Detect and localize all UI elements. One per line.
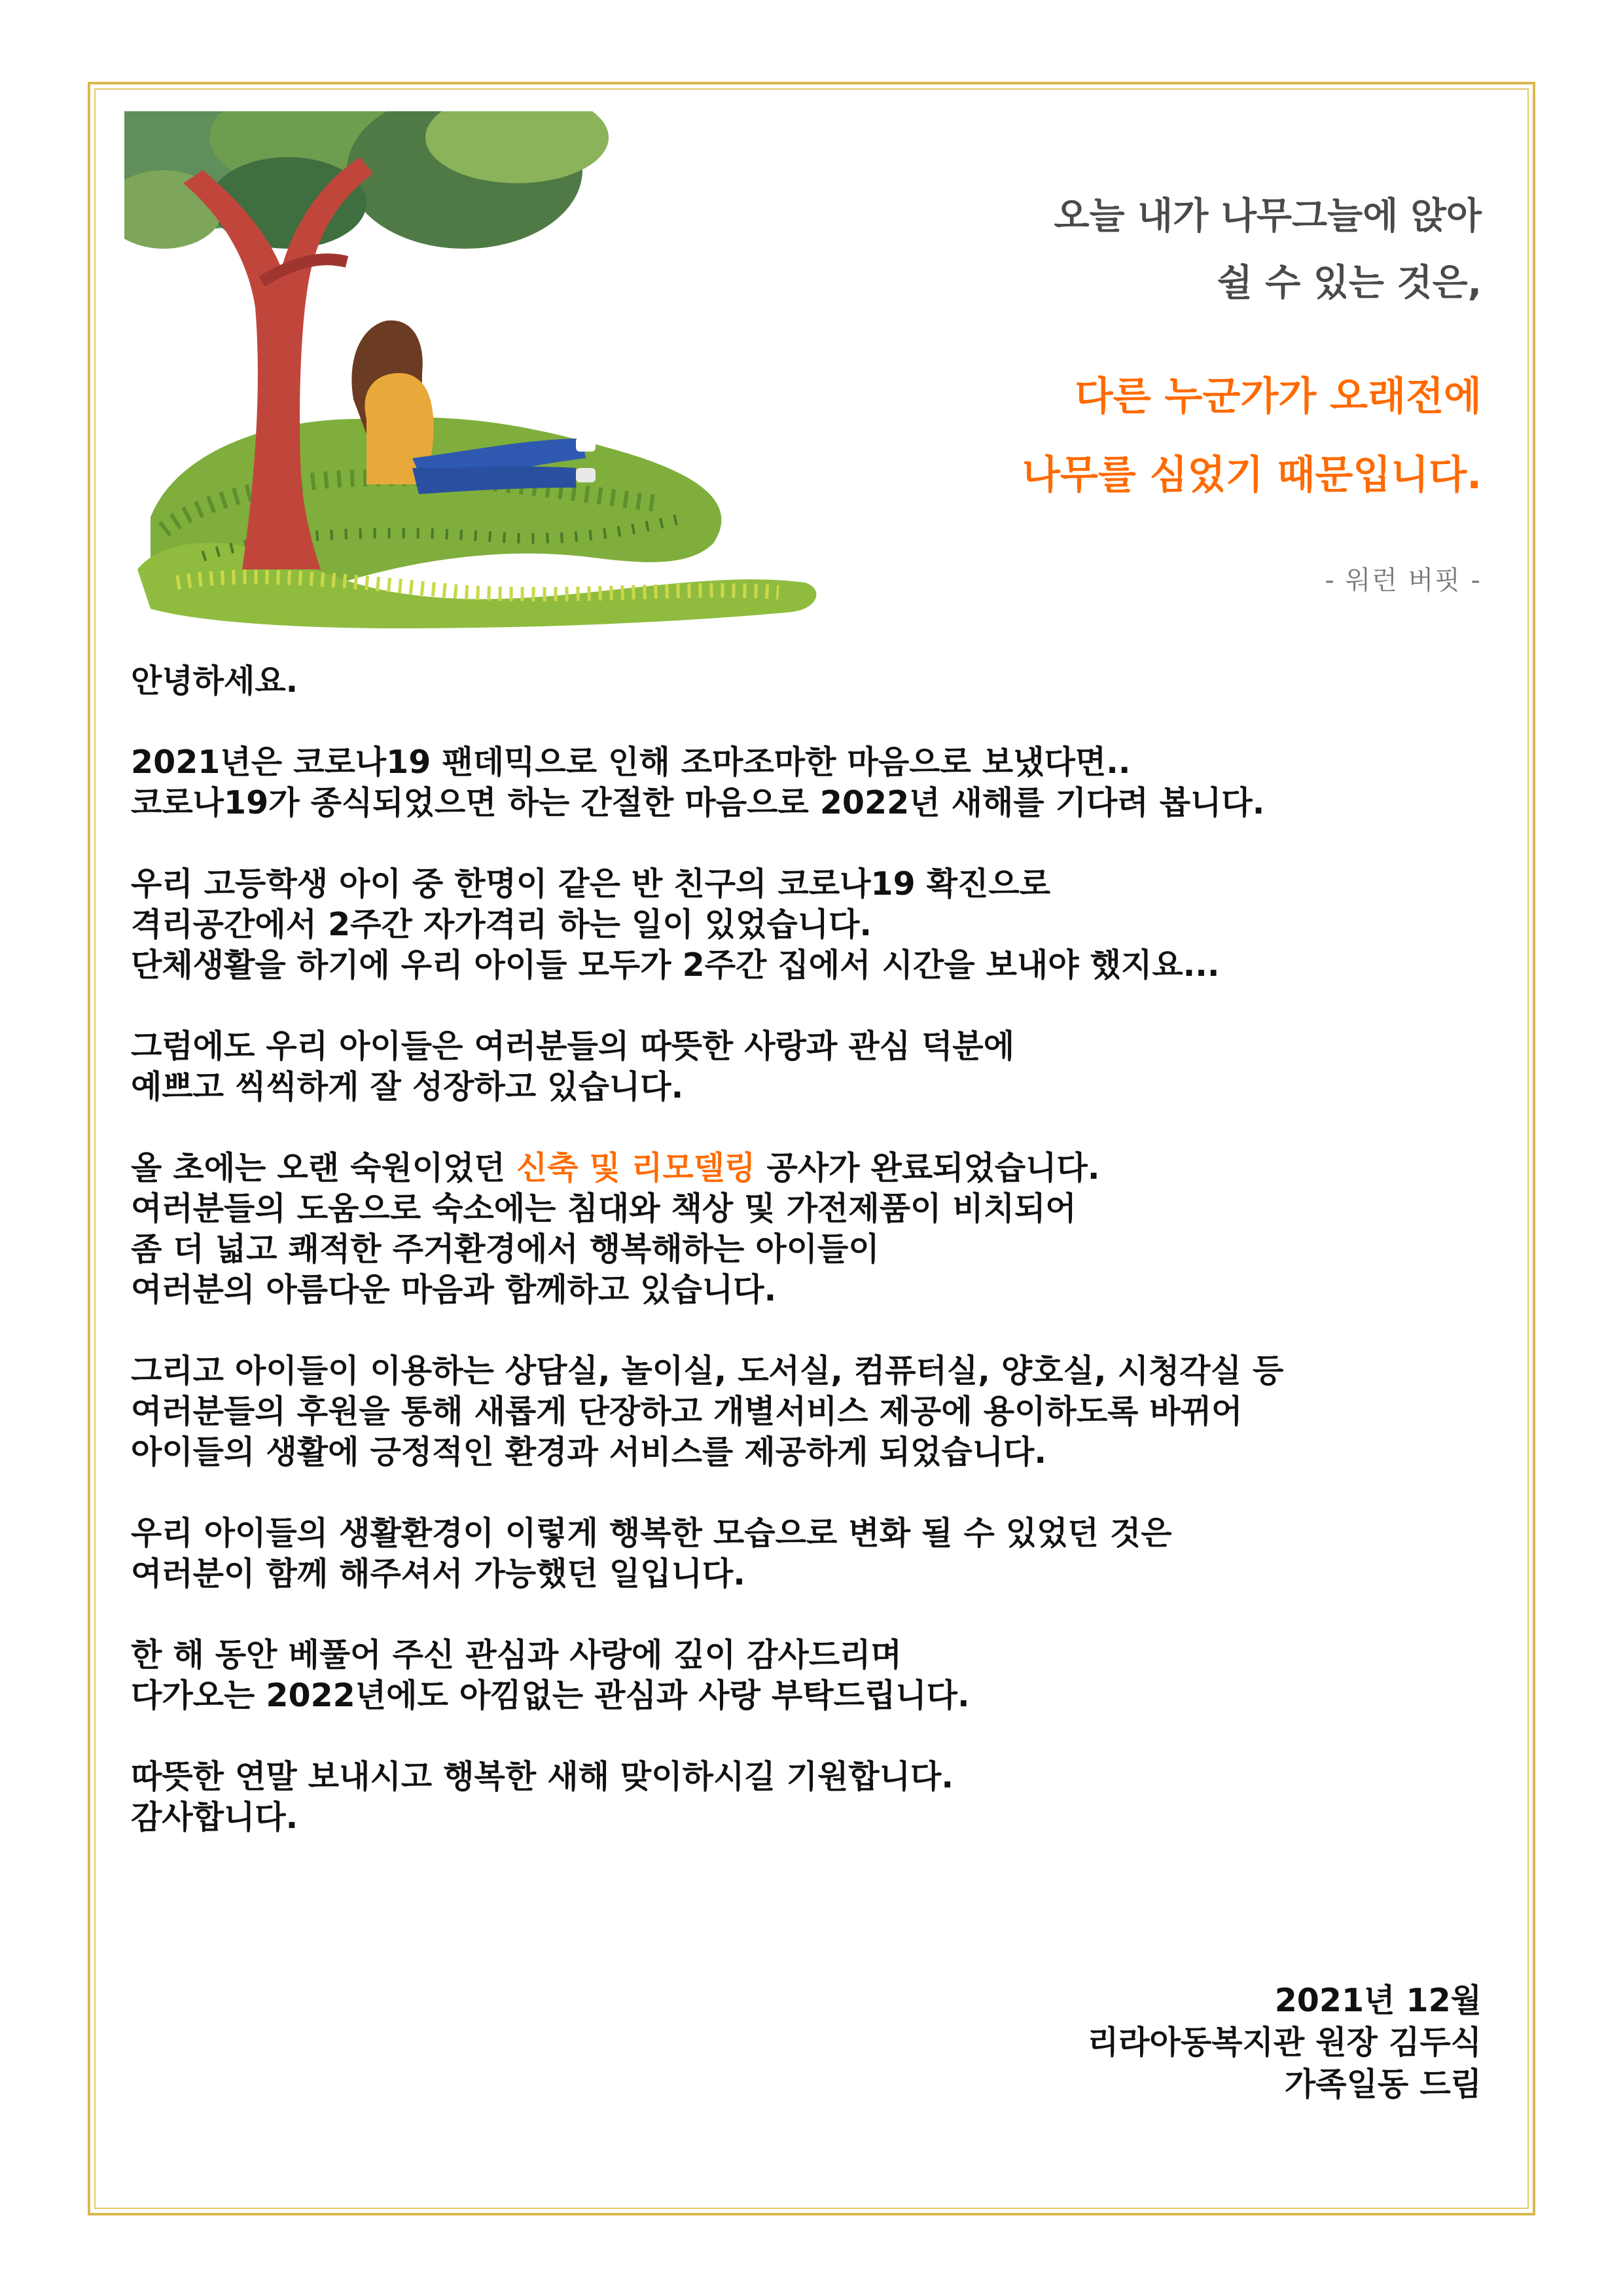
paragraph-2: 우리 고등학생 아이 중 한명이 같은 반 친구의 코로나19 확진으로 격리공간에서 2주간 자가격리 하는 일이 있었습니다. 단체생활을 하기에 우리 아이들 모두가 2주간 집에서 시간을 보내야 했지요...	[131, 865, 1220, 984]
quote-line-1: 오늘 내가 나무그늘에 앉아	[1054, 195, 1482, 238]
paragraph-6: 우리 아이들의 생활환경이 이렇게 행복한 모습으로 변화 될 수 있었던 것은 여러분이 함께 해주셔서 가능했던 일입니다.	[131, 1515, 1172, 1592]
signature-date: 2021년 12월	[1274, 1982, 1482, 2019]
signature-org: 리라아동복지관 원장 김두식	[1087, 2024, 1482, 2061]
paragraph-4: 올 초에는 오랜 숙원이었던 신축 및 리모델링 공사가 완료되었습니다. 여러분들의 도움으로 숙소에는 침대와 책상 및 가전제품이 비치되어 좀 더 넓고 쾌적한 주거환경에서 행복해하는 아이들이 여러분의 아름다운 마음과 함께하고 있습니다.	[131, 1148, 1505, 1310]
paragraph-8: 따뜻한 연말 보내시고 행복한 새해 맞이하시길 기원합니다. 감사합니다.	[131, 1758, 954, 1836]
quote-block	[696, 183, 1482, 514]
paragraph-5: 그리고 아이들이 이용하는 상담실, 놀이실, 도서실, 컴퓨터실, 양호실, 시청각실 등 여러분들의 후원을 통해 새롭게 단장하고 개별서비스 제공에 용이하도록 바뀌어 아이들의 생활에 긍정적인 환경과 서비스를 제공하게 되었습니다.	[131, 1352, 1284, 1471]
quote-line-2: 쉴 수 있는 것은,	[1217, 262, 1482, 304]
paragraph-1: 2021년은 코로나19 팬데믹으로 인해 조마조마한 마음으로 보냈다면.. 코로나19가 종식되었으면 하는 간절한 마음으로 2022년 새해를 기다려 봅니다.	[131, 744, 1265, 821]
quote-line-4: 나무를 심었기 때문입니다.	[1022, 452, 1482, 498]
girl-figure	[351, 321, 596, 494]
highlight-text: 신축 및 리모델링	[516, 1149, 756, 1187]
signature-block	[1088, 1980, 1482, 2106]
letter-body	[131, 661, 1505, 1878]
signature-closing: 가족일동 드림	[1284, 2066, 1482, 2103]
greeting: 안녕하세요.	[131, 662, 298, 700]
quote-author: - 워런 버핏 -	[1325, 565, 1482, 596]
paragraph-7: 한 해 동안 베풀어 주신 관심과 사랑에 깊이 감사드리며 다가오는 2022년에도 아낌없는 관심과 사랑 부탁드립니다.	[131, 1636, 970, 1714]
quote-line-3: 다른 누군가가 오래전에	[1075, 374, 1482, 420]
paragraph-4-line-1: 올 초에는 오랜 숙원이었던 신축 및 리모델링 공사가 완료되었습니다.	[131, 1149, 1100, 1187]
paragraph-3: 그럼에도 우리 아이들은 여러분들의 따뜻한 사랑과 관심 덕분에 예쁘고 씩씩하게 잘 성장하고 있습니다.	[131, 1028, 1015, 1105]
